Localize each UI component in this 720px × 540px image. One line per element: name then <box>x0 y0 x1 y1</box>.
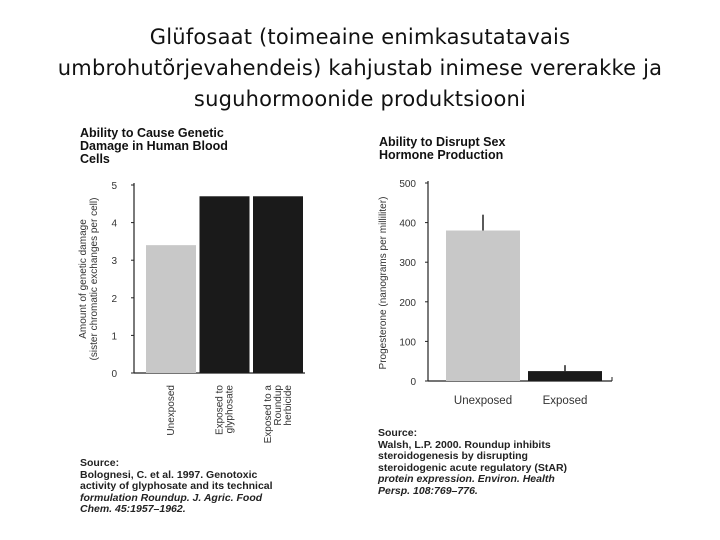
y-tick-label: 400 <box>399 218 416 230</box>
source-line: Walsh, L.P. 2000. Roundup inhibits <box>378 438 551 451</box>
source-line: Source: <box>378 427 418 439</box>
y-tick-label: 100 <box>399 337 416 349</box>
y-tick-label: 4 <box>111 218 117 230</box>
x-category-label: herbicide <box>283 385 294 426</box>
x-category-label: Roundup <box>273 385 284 426</box>
y-tick-label: 0 <box>410 377 416 388</box>
y-tick-label: 500 <box>399 179 416 190</box>
source-citation-right <box>378 428 567 497</box>
y-axis-label: Amount of genetic damage <box>78 219 89 339</box>
y-axis-label: Progesterone (nanograms per milliliter) <box>378 196 389 370</box>
source-citation-left <box>80 458 273 516</box>
source-line: Bolognesi, C. et al. 1997. Genotoxic <box>80 468 258 481</box>
y-tick-label: 3 <box>111 256 117 268</box>
source-line: Persp. 108:769–776. <box>378 484 478 497</box>
chart-title-line: Ability to Disrupt Sex <box>379 135 506 149</box>
x-category-label: Unexposed <box>453 395 513 407</box>
y-tick-label: 2 <box>111 293 117 305</box>
y-tick-label: 200 <box>399 297 416 309</box>
x-category-label: Exposed to a <box>263 385 274 444</box>
chart-title-line: Hormone Production <box>379 148 504 162</box>
y-axis-label: (sister chromatic exchanges per cell) <box>89 197 100 361</box>
x-category-label: Unexposed <box>166 385 177 436</box>
x-category-label: Exposed to <box>214 385 226 436</box>
bar <box>446 231 520 381</box>
slide-title-line: Glüfosaat (toimeaine enimkasutatavais <box>149 25 571 49</box>
chart-title-line: Ability to Cause Genetic <box>80 126 224 140</box>
y-tick-label: 1 <box>111 331 117 343</box>
slide-title-line: umbrohutõrjevahendeis) kahjustab inimese vererakke ja <box>57 56 663 80</box>
source-line: formulation Roundup. J. Agric. Food <box>80 491 263 504</box>
chart-title-line: Damage in Human Blood <box>80 139 228 153</box>
y-tick-label: 0 <box>111 369 117 380</box>
chart-title-line: Cells <box>80 152 110 166</box>
x-category-label: glyphosate <box>224 385 236 434</box>
y-tick-label: 5 <box>111 181 117 192</box>
source-line: steroidogenesis by disrupting <box>378 450 528 462</box>
y-tick-label: 300 <box>399 258 416 270</box>
source-line: Source: <box>80 457 120 469</box>
source-line: steroidogenic acute regulatory (StAR) <box>378 461 568 474</box>
source-line: activity of glyphosate and its technical <box>80 480 273 492</box>
source-line: protein expression. Environ. Health <box>378 473 555 485</box>
slide-title-line: suguhormoonide produktsiooni <box>193 87 527 111</box>
x-category-label: Exposed <box>542 395 588 407</box>
source-line: Chem. 45:1957–1962. <box>80 503 186 515</box>
bar <box>528 371 602 381</box>
